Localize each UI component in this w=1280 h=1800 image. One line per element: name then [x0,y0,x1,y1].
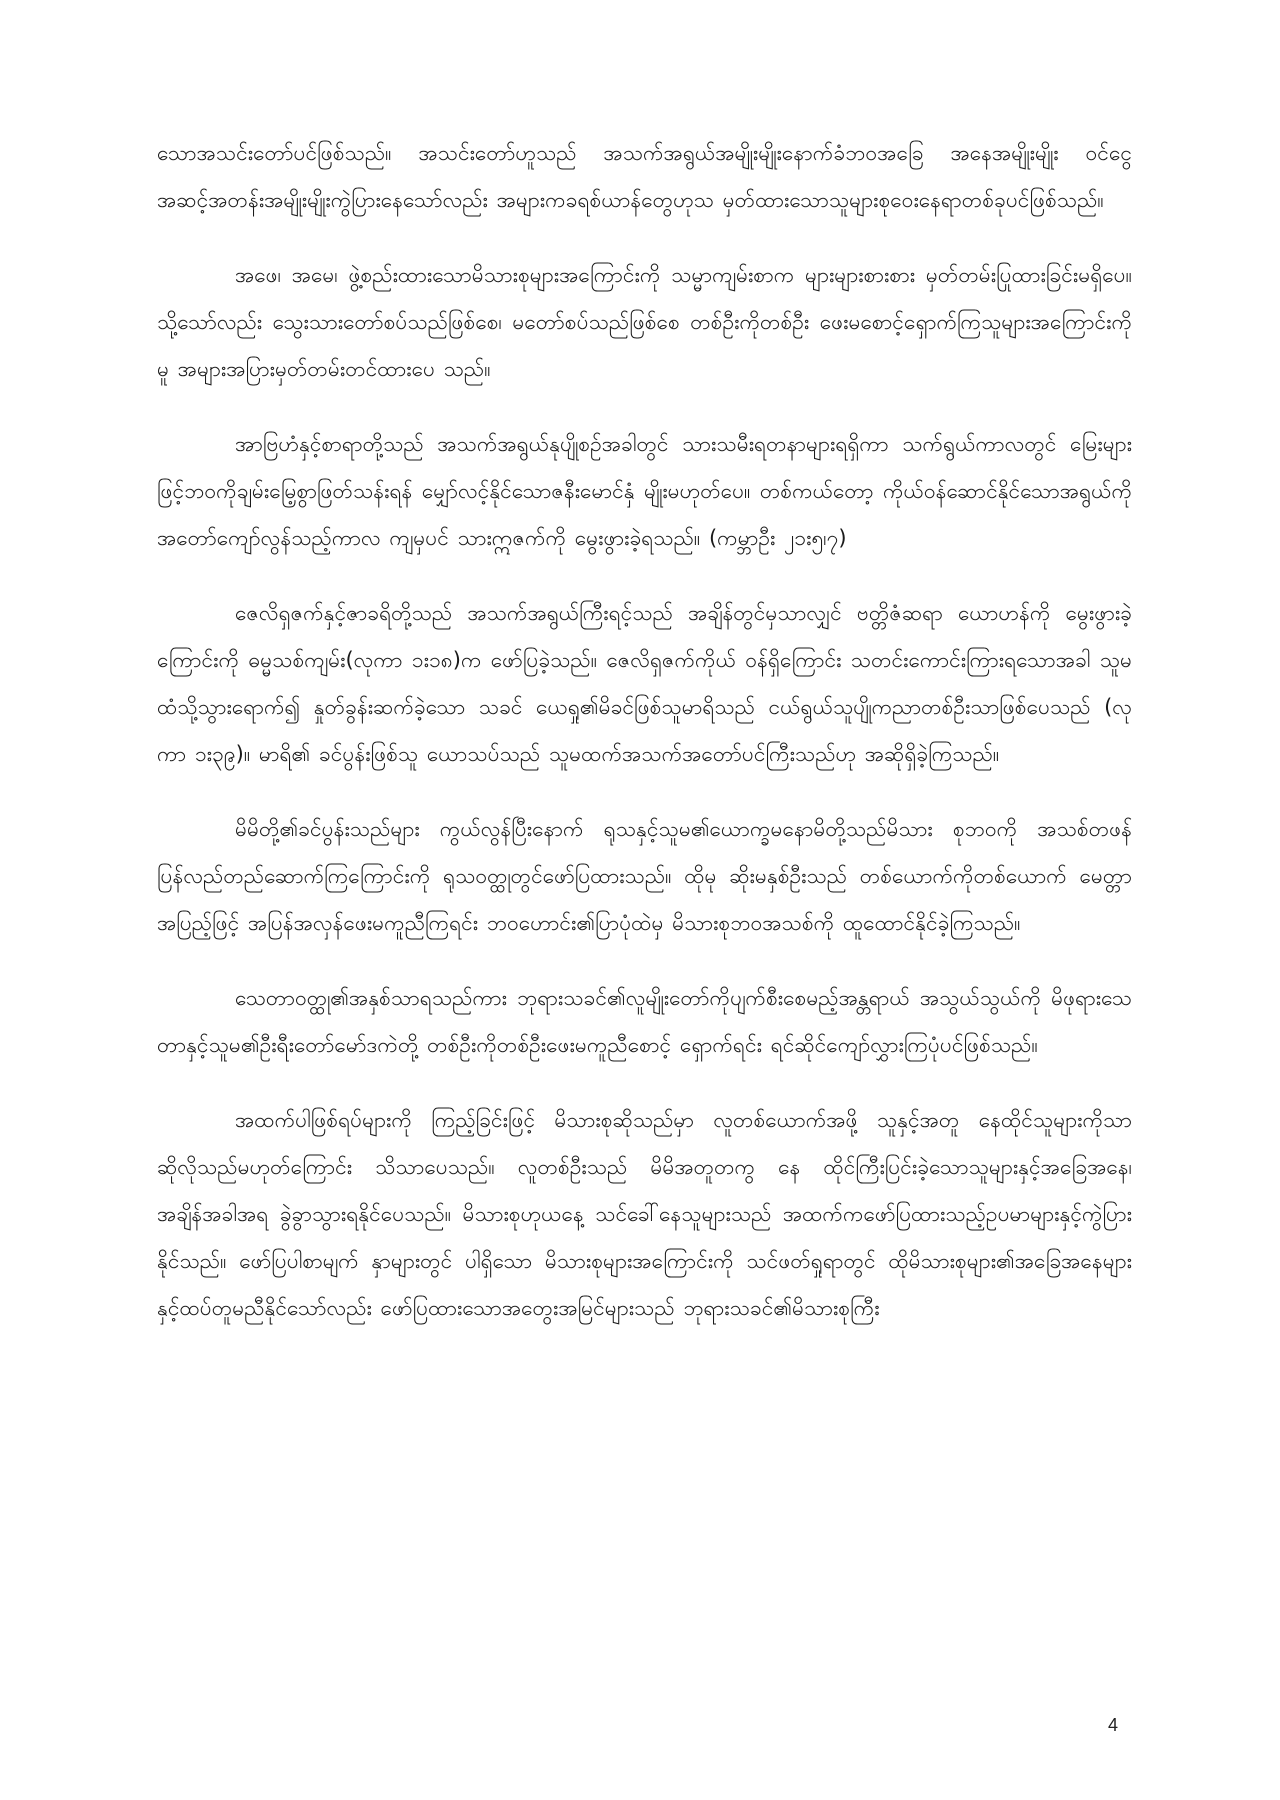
page-number: 4 [1108,1715,1119,1735]
paragraph-7: အထက်ပါဖြစ်ရပ်များကို ကြည့်ခြင်းဖြင့် မိသားစုဆိုသည်မှာ လူတစ်ယောက်အဖို့ သူနှင့်အတူ နေထိုင်သူများကိုသာ ဆိုလိုသည်မဟုတ်ကြောင်း သိသာပေသည်။ လူတစ်ဦးသည် မိမိအတူတကွ နေ ထိုင်ကြီးပြင်းခဲ့သောသူများနှင့်အခြေအနေ၊ အချိန်အခါအရ ခွဲခွာသွားရနိုင်ပေသည်။ မိသားစုဟုယနေ့ သင်ခေါ်နေသူများသည် အထက်ကဖော်ပြထားသည့်ဥပမာများနှင့်ကွဲပြားနိုင်သည်။ ဖော်ပြပါစာမျက် နှာများတွင် ပါရှိသော မိသားစုများအကြောင်းကို သင်ဖတ်ရှုရာတွင် ထိုမိသားစုများ၏အခြေအနေများ နှင့်ထပ်တူမညီနိုင်သော်လည်း ဖော်ပြထားသောအတွေးအမြင်များသည် ဘုရားသခင်၏မိသားစုကြီး [157,1108,1132,1320]
paragraph-3: အာဗြဟံနှင့်စာရာတို့သည် အသက်အရွယ်နုပျိုစဉ်အခါတွင် သားသမီးရတနာများရရှိကာ သက်ရွယ်ကာလတွင် မြေးများဖြင့်ဘဝကိုချမ်းမြေ့စွာဖြတ်သန်းရန် မျှော်လင့်နိုင်သောဇနီးမောင်နှံ မျိုးမဟုတ်ပေ။ တစ်ကယ်တော့ ကိုယ်ဝန်ဆောင်နိုင်သောအရွယ်ကို အတော်ကျော်လွန်သည့်ကာလ ကျမှပင် သားဣဇက်ကို မွေးဖွားခဲ့ရသည်။ (ကမ္ဘာဦး ၂၁း၅၊၇) [157,432,1132,550]
paragraph-2: အဖေ၊ အမေ၊ ဖွဲ့စည်းထားသောမိသားစုများအကြောင်းကို သမ္မာကျမ်းစာက များများစားစား မှတ်တမ်းပြုထားခြင်းမရှိပေ။ သို့သော်လည်း သွေးသားတော်စပ်သည်ဖြစ်စေ၊ မတော်စပ်သည်ဖြစ်စေ တစ်ဦးကိုတစ်ဦး ဖေးမစောင့်ရှောက်ကြသူများအကြောင်းကိုမူ အများအပြားမှတ်တမ်းတင်ထားပေ သည်။ [157,263,1132,381]
paragraph-4: ဇေလိရှဇက်နှင့်ဇာခရိတို့သည် အသက်အရွယ်ကြီးရင့်သည် အချိန်တွင်မှသာလျှင် ဗတ္တိဇံဆရာ ယောဟန်ကို မွေးဖွားခဲ့ကြောင်းကို ဓမ္မသစ်ကျမ်း(လုကာ ၁း၁၈)က ဖော်ပြခဲ့သည်။ ဇေလိရှဇက်ကိုယ် ဝန်ရှိကြောင်း သတင်းကောင်းကြားရသောအခါ သူမထံသို့သွားရောက်၍ နှုတ်ခွန်းဆက်ခဲ့သော သခင် ယေရှု၏မိခင်ဖြစ်သူမာရိသည် ငယ်ရွယ်သူပျိုကညာတစ်ဦးသာဖြစ်ပေသည် (လုကာ ၁း၃၉)။ မာရိ၏ ခင်ပွန်းဖြစ်သူ ယောသပ်သည် သူမထက်အသက်အတော်ပင်ကြီးသည်ဟု အဆိုရှိခဲ့ကြသည်။ [157,601,1132,766]
paragraph-6: သေတာဝတ္ထု၏အနှစ်သာရသည်ကား ဘုရားသခင်၏လူမျိုးတော်ကိုပျက်စီးစေမည့်အန္တရာယ် အသွယ်သွယ်ကို မိဖုရားသေတာနှင့်သူမ၏ဦးရီးတော်မော်ဒကဲတို့ တစ်ဦးကိုတစ်ဦးဖေးမကူညီစောင့် ရှောက်ရင်း ရင်ဆိုင်ကျော်လွှားကြပုံပင်ဖြစ်သည်။ [157,986,1132,1057]
document-body [157,130,1132,1360]
paragraph-1: သောအသင်းတော်ပင်ဖြစ်သည်။ အသင်းတော်ဟူသည် အသက်အရွယ်အမျိုးမျိုးနောက်ခံဘဝအခြေ အနေအမျိုးမျိုး ဝင်ငွေအဆင့်အတန်းအမျိုးမျိုးကွဲပြားနေသော်လည်း အများကခရစ်ယာန်တွေဟုသ မှတ်ထားသောသူများစုဝေးနေရာတစ်ခုပင်ဖြစ်သည်။ [157,141,1132,212]
paragraph-5: မိမိတို့၏ခင်ပွန်းသည်များ ကွယ်လွန်ပြီးနောက် ရုသနှင့်သူမ၏ယောက္ခမနောမိတို့သည်မိသား စုဘဝကို အသစ်တဖန် ပြန်လည်တည်ဆောက်ကြကြောင်းကို ရုသဝတ္ထုတွင်ဖော်ပြထားသည်။ ထိုမု ဆိုးမနှစ်ဦးသည် တစ်ယောက်ကိုတစ်ယောက် မေတ္တာအပြည့်ဖြင့် အပြန်အလှန်ဖေးမကူညီကြရင်း ဘဝဟောင်း၏ပြာပုံထဲမှ မိသားစုဘဝအသစ်ကို ထူထောင်နိုင်ခဲ့ကြသည်။ [157,817,1132,935]
